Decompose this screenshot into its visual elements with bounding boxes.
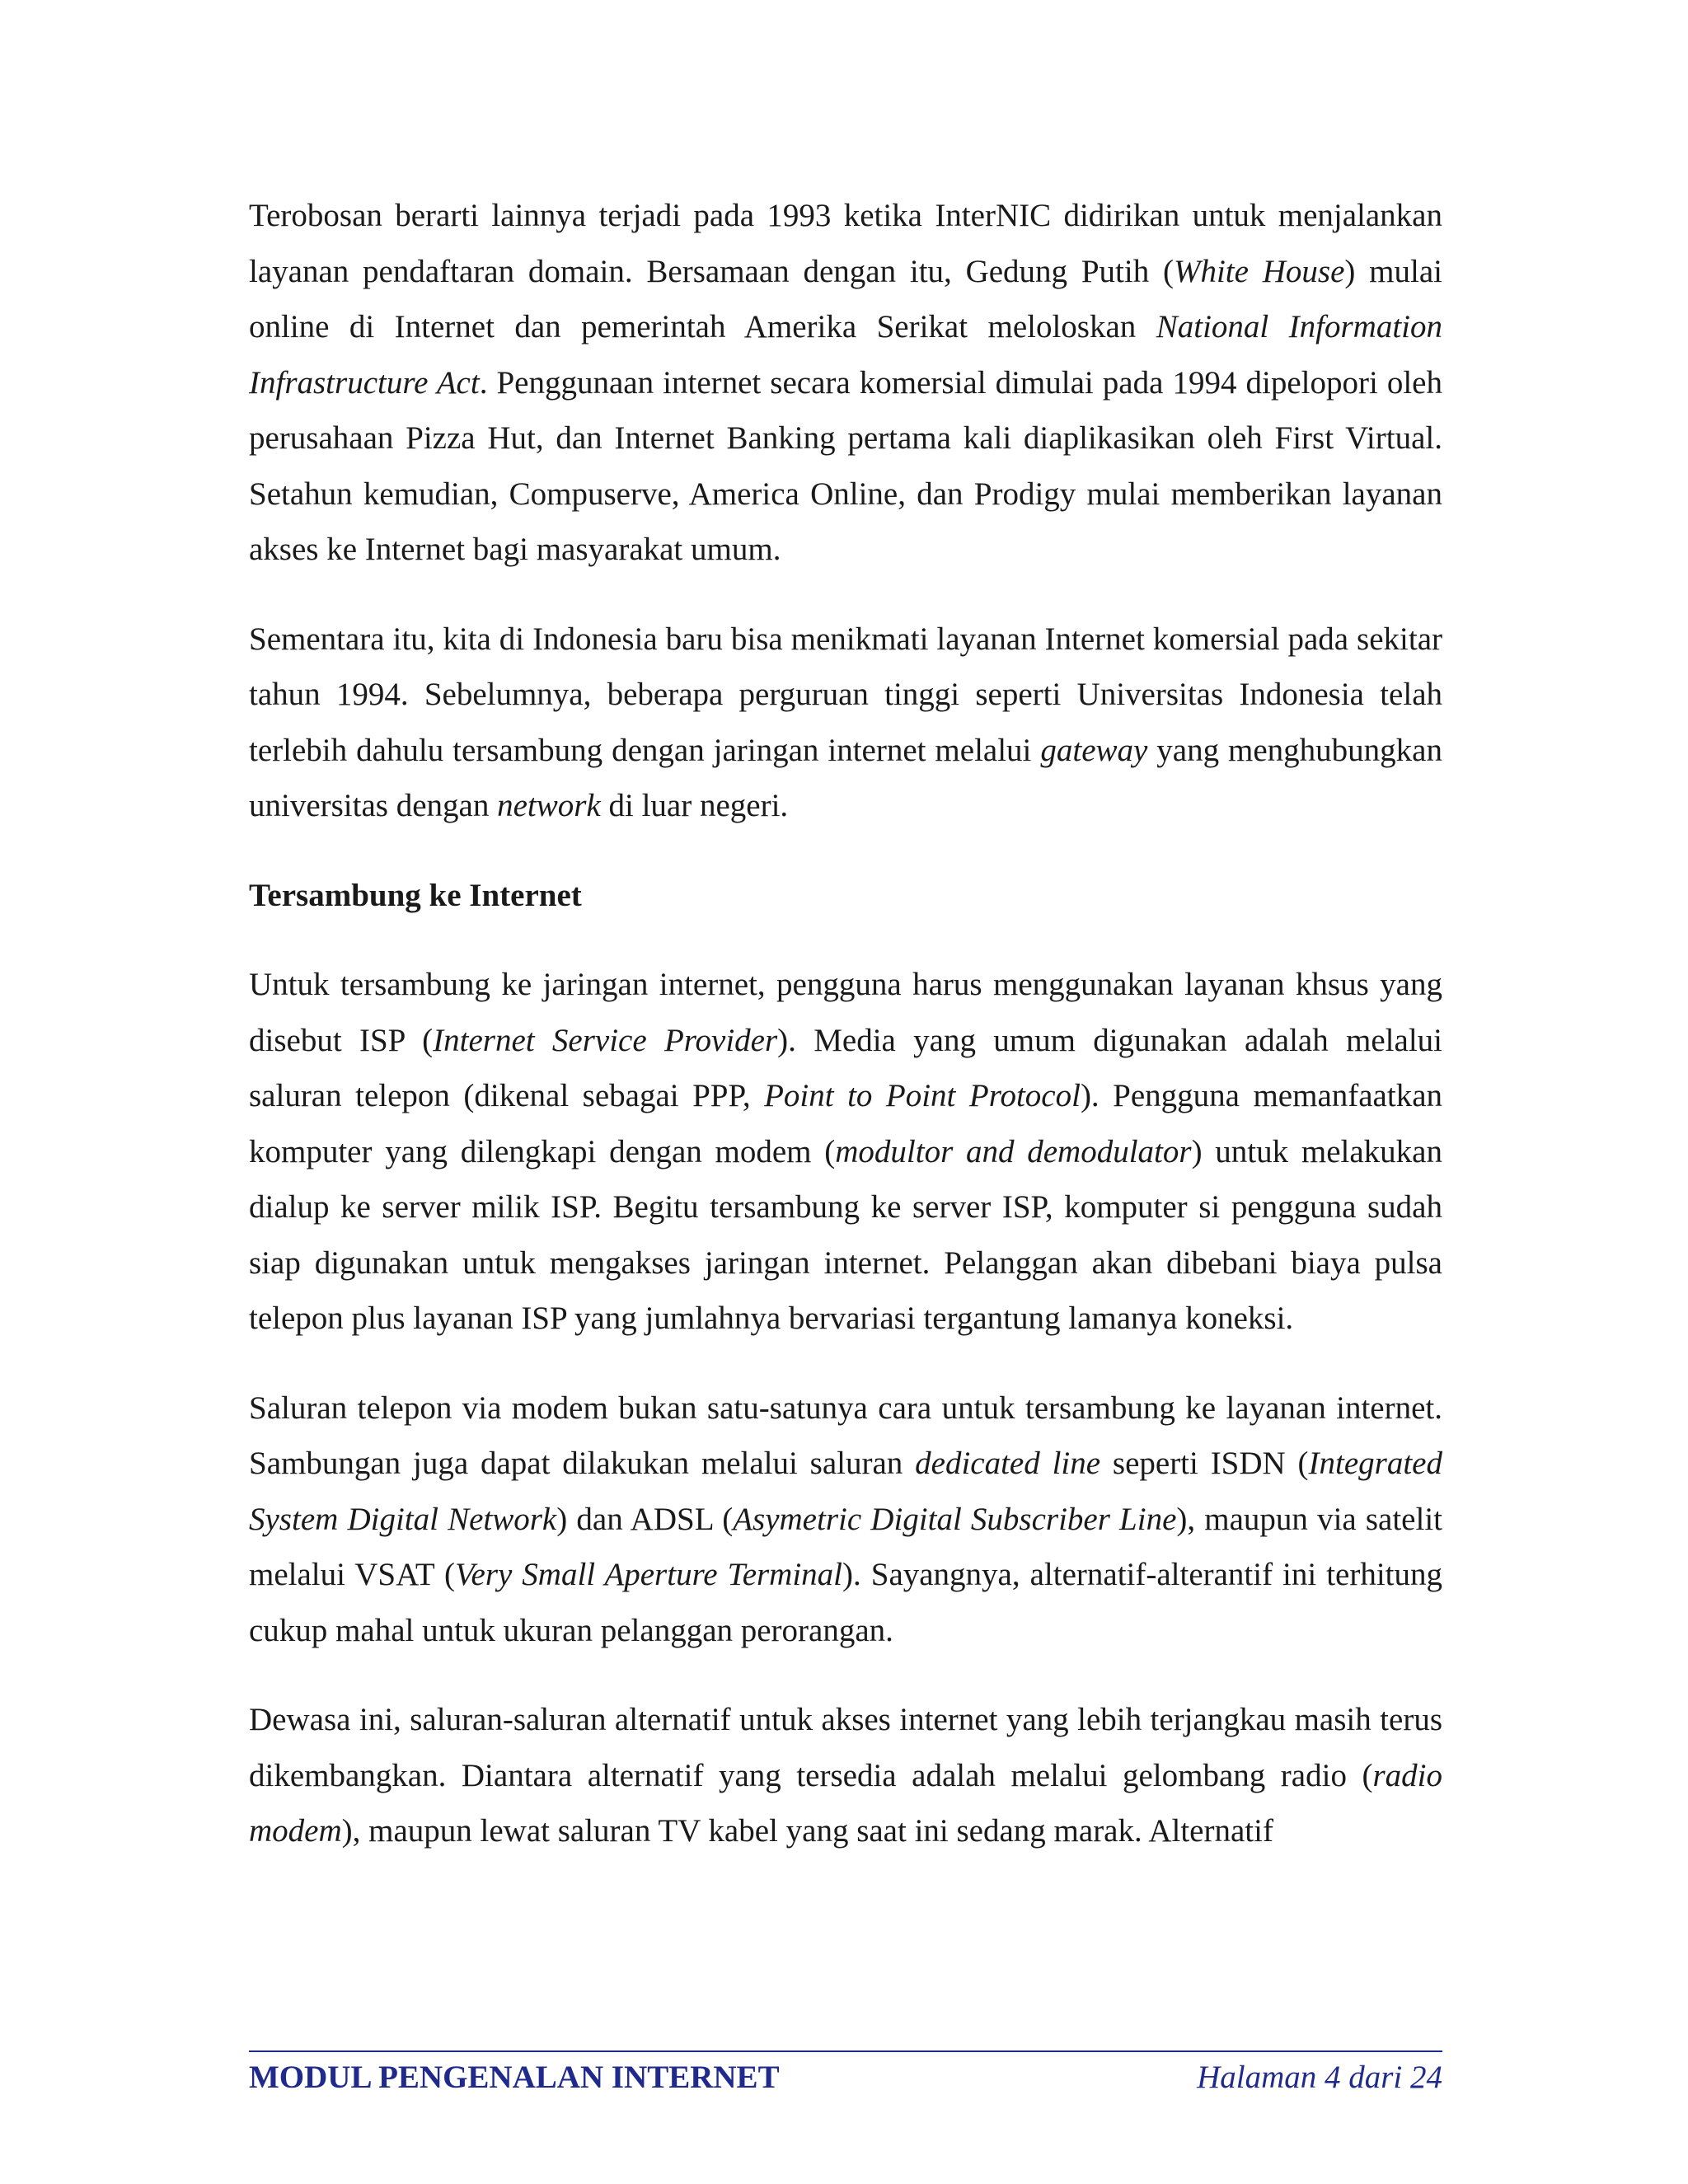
paragraph-alternatives: Dewasa ini, saluran-saluran alternatif untuk akses internet yang lebih terjangkau masih terus dikembangkan. Diantara alternatif yang tersedia adalah melalui gelombang radio (radio modem), maupun lewat saluran TV kabel yang saat ini sedang marak. Alternatif: [249, 1702, 1442, 1849]
paragraph-indonesia-internet: Sementara itu, kita di Indonesia baru bisa menikmati layanan Internet komersial pada sekitar tahun 1994. Sebelumnya, beberapa perguruan tinggi seperti Universitas Indonesia telah terlebih dahulu tersambung dengan jaringan internet melalui gateway yang menghubungkan universitas dengan network di luar negeri.: [249, 621, 1442, 823]
footer-divider: [249, 2050, 1442, 2052]
paragraph-isp-connection: Untuk tersambung ke jaringan internet, pengguna harus menggunakan layanan khsus yang disebut ISP (Internet Service Provider). Media yang umum digunakan adalah melalui saluran telepon (dikenal sebagai PPP, Point to Point Protocol). Pengguna memanfaatkan komputer yang dilengkapi dengan modem (modultor and demodulator) untuk melakukan dialup ke server milik ISP. Begitu tersambung ke server ISP, komputer si pengguna sudah siap digunakan untuk mengakses jaringan internet. Pelanggan akan dibebani biaya pulsa telepon plus layanan ISP yang jumlahnya bervariasi tergantung lamanya koneksi.: [249, 967, 1443, 1336]
paragraph-internic-history: Terobosan berarti lainnya terjadi pada 1993 ketika InterNIC didirikan untuk menjalankan layanan pendaftaran domain. Bersamaan dengan itu, Gedung Putih (White House) mulai online di Internet dan pemerintah Amerika Serikat meloloskan National Information Infrastructure Act. Penggunaan internet secara komersial dimulai pada 1994 dipelopori oleh perusahaan Pizza Hut, dan Internet Banking pertama kali diaplikasikan oleh First Virtual. Setahun kemudian, Compuserve, America Online, dan Prodigy mulai memberikan layanan akses ke Internet bagi masyarakat umum.: [249, 198, 1442, 567]
section-heading: Tersambung ke Internet: [249, 877, 582, 913]
page-number: Halaman 4 dari 24: [1197, 2059, 1442, 2095]
document-body: [249, 188, 1442, 1893]
paragraph-dedicated-lines: Saluran telepon via modem bukan satu-satunya cara untuk tersambung ke layanan internet. Sambungan juga dapat dilakukan melalui saluran dedicated line seperti ISDN (Integrated System Digital Network) dan ADSL (Asymetric Digital Subscriber Line), maupun via satelit melalui VSAT (Very Small Aperture Terminal). Sayangnya, alternatif-alterantif ini terhitung cukup mahal untuk ukuran pelanggan perorangan.: [249, 1390, 1443, 1648]
footer-title: MODUL PENGENALAN INTERNET: [249, 2059, 780, 2095]
page-footer: [249, 2054, 1442, 2100]
